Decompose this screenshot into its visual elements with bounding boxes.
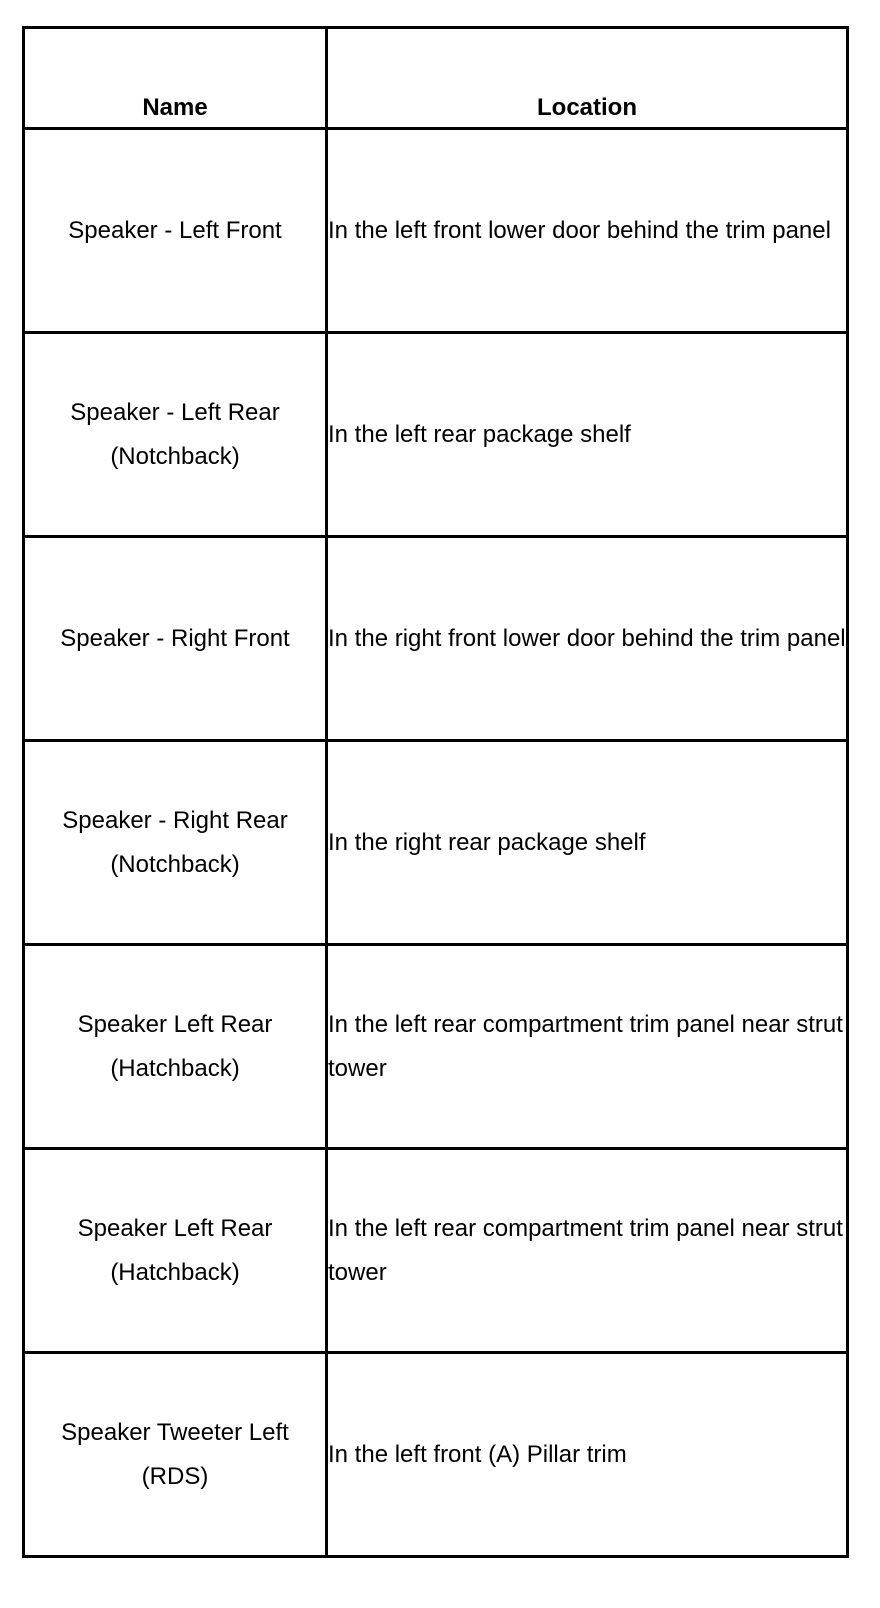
location-cell: In the left rear package shelf: [327, 333, 848, 537]
table-row: [24, 741, 848, 945]
location-cell: In the left front lower door behind the trim panel: [327, 129, 848, 333]
location-column-header: Location: [327, 28, 848, 129]
table-header: [24, 28, 848, 129]
location-cell: In the right front lower door behind the trim panel: [327, 537, 848, 741]
component-location-table: [22, 26, 849, 1558]
location-cell: In the left rear compartment trim panel near strut tower: [327, 1149, 848, 1353]
table-row: [24, 1353, 848, 1557]
header-row: [24, 28, 848, 129]
table-row: [24, 333, 848, 537]
table-row: [24, 1149, 848, 1353]
table-row: [24, 537, 848, 741]
name-cell: Speaker - Right Rear (Notchback): [24, 741, 327, 945]
name-column-header: Name: [24, 28, 327, 129]
table-row: [24, 129, 848, 333]
name-cell: Speaker - Left Rear (Notchback): [24, 333, 327, 537]
location-cell: In the left front (A) Pillar trim: [327, 1353, 848, 1557]
name-cell: Speaker Left Rear (Hatchback): [24, 945, 327, 1149]
name-cell: Speaker - Left Front: [24, 129, 327, 333]
location-cell: In the left rear compartment trim panel near strut tower: [327, 945, 848, 1149]
location-cell: In the right rear package shelf: [327, 741, 848, 945]
name-cell: Speaker Tweeter Left (RDS): [24, 1353, 327, 1557]
name-cell: Speaker - Right Front: [24, 537, 327, 741]
table-row: [24, 945, 848, 1149]
name-cell: Speaker Left Rear (Hatchback): [24, 1149, 327, 1353]
table-body: [24, 129, 848, 1557]
